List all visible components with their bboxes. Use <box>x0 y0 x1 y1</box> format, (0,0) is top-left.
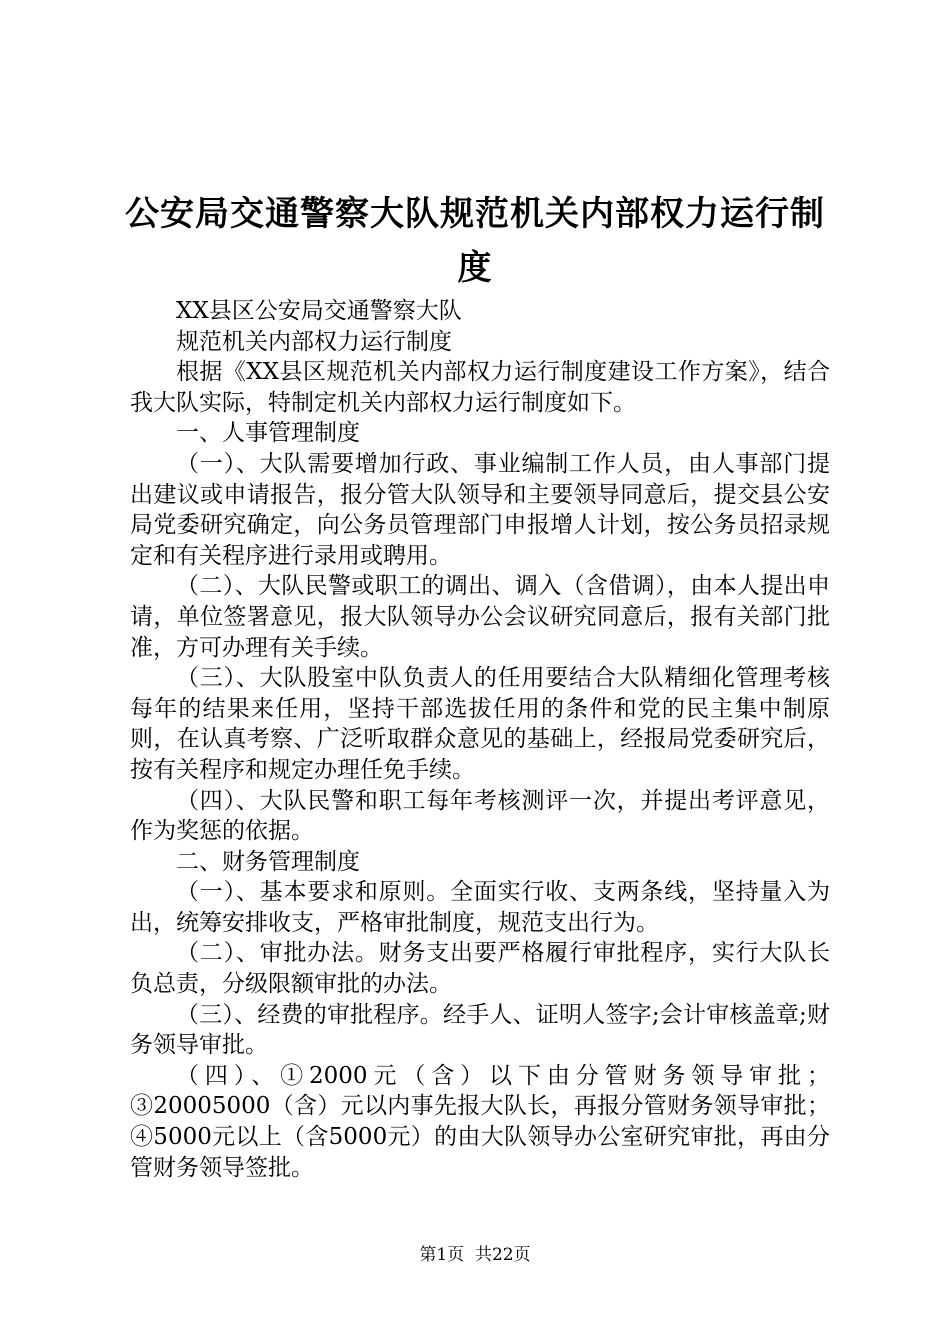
finance-item-2: （二）、审批办法。财务支出要严格履行审批程序，实行大队长负总责，分级限额审批的办法。 <box>130 940 830 998</box>
issuer-line: XX县区公安局交通警察大队 <box>176 298 462 324</box>
finance-item-3: （三）、经费的审批程序。经手人、证明人签字;会计审核盖章;财务领导审批。 <box>130 1001 830 1059</box>
page-footer <box>0 1240 950 1265</box>
document-title-line-1: 公安局交通警察大队规范机关内部权力运行制 <box>125 194 825 234</box>
document-title-line-2: 度 <box>457 248 493 288</box>
subtitle-line: 规范机关内部权力运行制度 <box>176 328 452 355</box>
page-number: 第1页 共22页 <box>419 1245 531 1265</box>
document-body <box>130 296 830 1183</box>
finance-item-4: （四）、①2000元（含）以下由分管财务领导审批；③20005000（含）元以内事先报大队长，再报分管财务领导审批；④5000元以上（含5000元）的由大队领导办公室研究审批，再由分管财务领导签批。 <box>130 1062 830 1181</box>
personnel-item-3: （三）、大队股室中队负责人的任用要结合大队精细化管理考核每年的结果来任用，坚持干部选拔任用的条件和党的民主集中制原则，在认真考察、广泛听取群众意见的基础上，经报局党委研究后，按有关程序和规定办理任免手续。 <box>130 665 830 783</box>
intro-paragraph: 根据《XX县区规范机关内部权力运行制度建设工作方案》，结合我大队实际，特制定机关内部权力运行制度如下。 <box>130 359 830 416</box>
personnel-item-1: （一）、大队需要增加行政、事业编制工作人员，由人事部门提出建议或申请报告，报分管大队领导和主要领导同意后，提交县公安局党委研究确定，向公务员管理部门申报增人计划，按公务员招录规定和有关程序进行录用或聘用。 <box>130 450 830 569</box>
personnel-item-2: （二）、大队民警或职工的调出、调入（含借调），由本人提出申请，单位签署意见，报大队领导办公会议研究同意后，报有关部门批准，方可办理有关手续。 <box>130 573 830 661</box>
personnel-item-4: （四）、大队民警和职工每年考核测评一次，并提出考评意见，作为奖惩的依据。 <box>130 787 830 845</box>
finance-item-1: （一）、基本要求和原则。全面实行收、支两条线，坚持量入为出，统筹安排收支，严格审批制度，规范支出行为。 <box>130 879 830 936</box>
section-heading-personnel: 一、人事管理制度 <box>176 420 360 447</box>
section-heading-finance: 二、财务管理制度 <box>176 848 360 875</box>
